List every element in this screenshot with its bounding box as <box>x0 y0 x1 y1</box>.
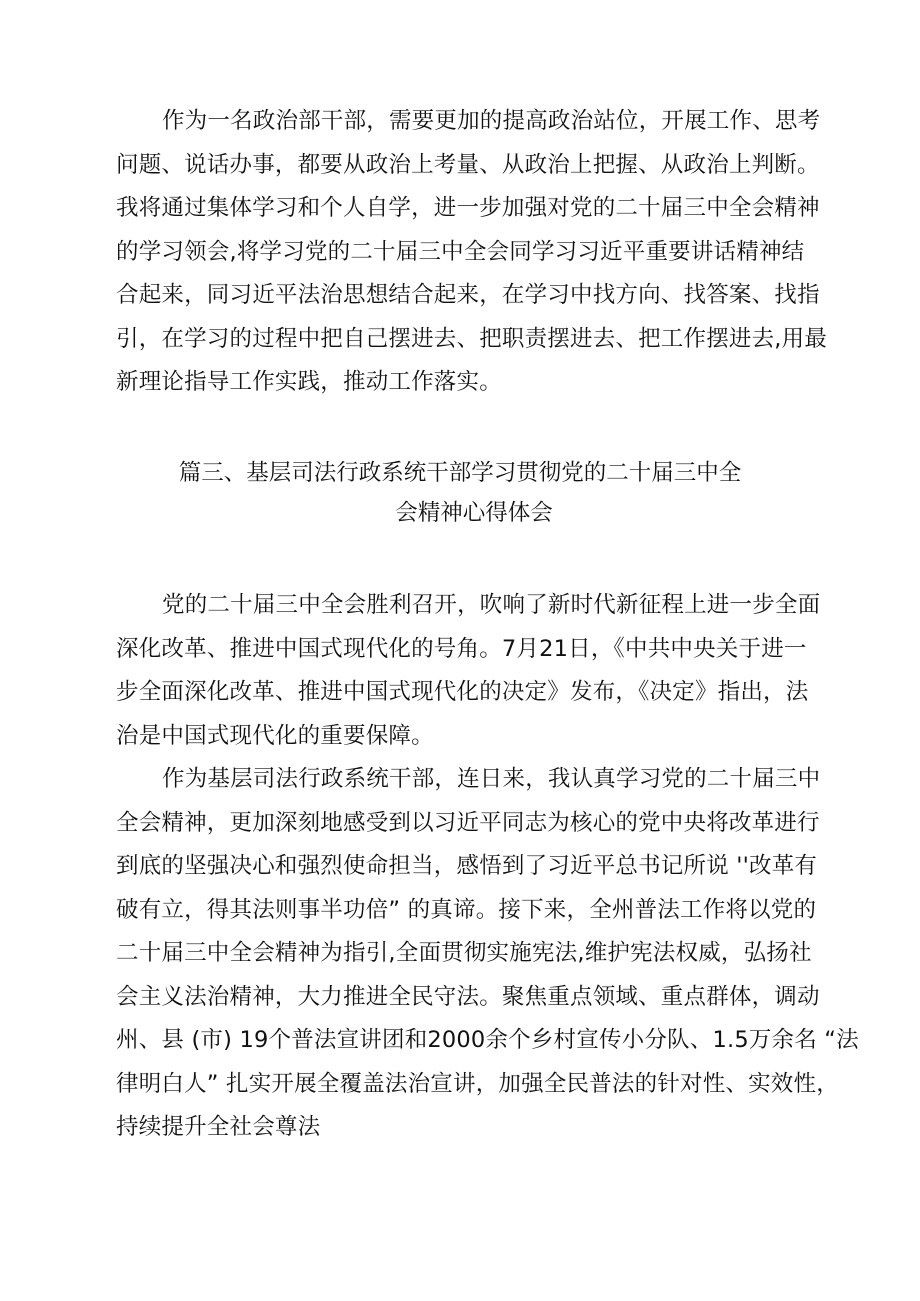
section-heading <box>0 453 920 533</box>
text-line: 作为一名政治部干部，需要更加的提高政治站位，开展工作、思考 <box>162 108 821 134</box>
paragraph-plenum-intro <box>116 584 836 758</box>
text-line: 深化改革、推进中国式现代化的号角。7月21日，《中共中央关于进一 <box>116 635 807 662</box>
text-line: 引，在学习的过程中把自己摆进去、把职责摆进去、把工作摆进去,用最 <box>116 325 828 352</box>
text-line: 问题、说话办事，都要从政治上考量、从政治上把握、从政治上判断。 <box>116 151 820 178</box>
text-line: 破有立，得其法则事半功倍” 的真谛。接下来，全州普法工作将以党的 <box>116 896 817 923</box>
text-line: 的学习领会,将学习党的二十届三中全会同学习习近平重要讲话精神结 <box>116 238 805 265</box>
text-line: 党的二十届三中全会胜利召开，吹响了新时代新征程上进一步全面 <box>162 592 821 618</box>
text-line: 州、县 (市) 19个普法宣讲团和2000余个乡村宣传小分队、1.5万余名 “法 <box>116 1027 859 1053</box>
text-line: 作为基层司法行政系统干部，连日来，我认真学习党的二十届三中 <box>162 766 821 792</box>
heading-line: 篇三、基层司法行政系统干部学习贯彻党的二十届三中全 <box>178 460 742 486</box>
heading-line: 会精神心得体会 <box>395 500 553 526</box>
text-line: 全会精神，更加深刻地感受到以习近平同志为核心的党中央将改革进行 <box>116 809 820 836</box>
paragraph-political-department <box>116 100 836 405</box>
text-line: 我将通过集体学习和个人自学，进一步加强对党的二十届三中全会精神 <box>116 195 820 221</box>
text-line: 步全面深化改革、推进中国式现代化的决定》发布，《决定》指出，法 <box>116 679 809 705</box>
text-line: 持续提升全社会尊法 <box>116 1114 321 1140</box>
text-line: 新理论指导工作实践，推动工作落实。 <box>116 369 502 395</box>
text-line: 治是中国式现代化的重要保障。 <box>116 722 434 749</box>
text-line: 二十届三中全会精神为指引,全面贯彻实施宪法,维护宪法权威，弘扬社 <box>116 940 812 966</box>
text-line: 到底的坚强决心和强烈使命担当，感悟到了习近平总书记所说 ''改革有 <box>116 853 818 879</box>
paragraph-judicial-cadre <box>116 758 859 1150</box>
text-line: 律明白人” 扎实开展全覆盖法治宣讲，加强全民普法的针对性、实效性， <box>116 1070 839 1097</box>
text-line: 合起来，同习近平法治思想结合起来，在学习中找方向、找答案、找指 <box>116 282 820 308</box>
text-line: 会主义法治精神，大力推进全民守法。聚焦重点领域、重点群体，调动 <box>116 983 820 1010</box>
